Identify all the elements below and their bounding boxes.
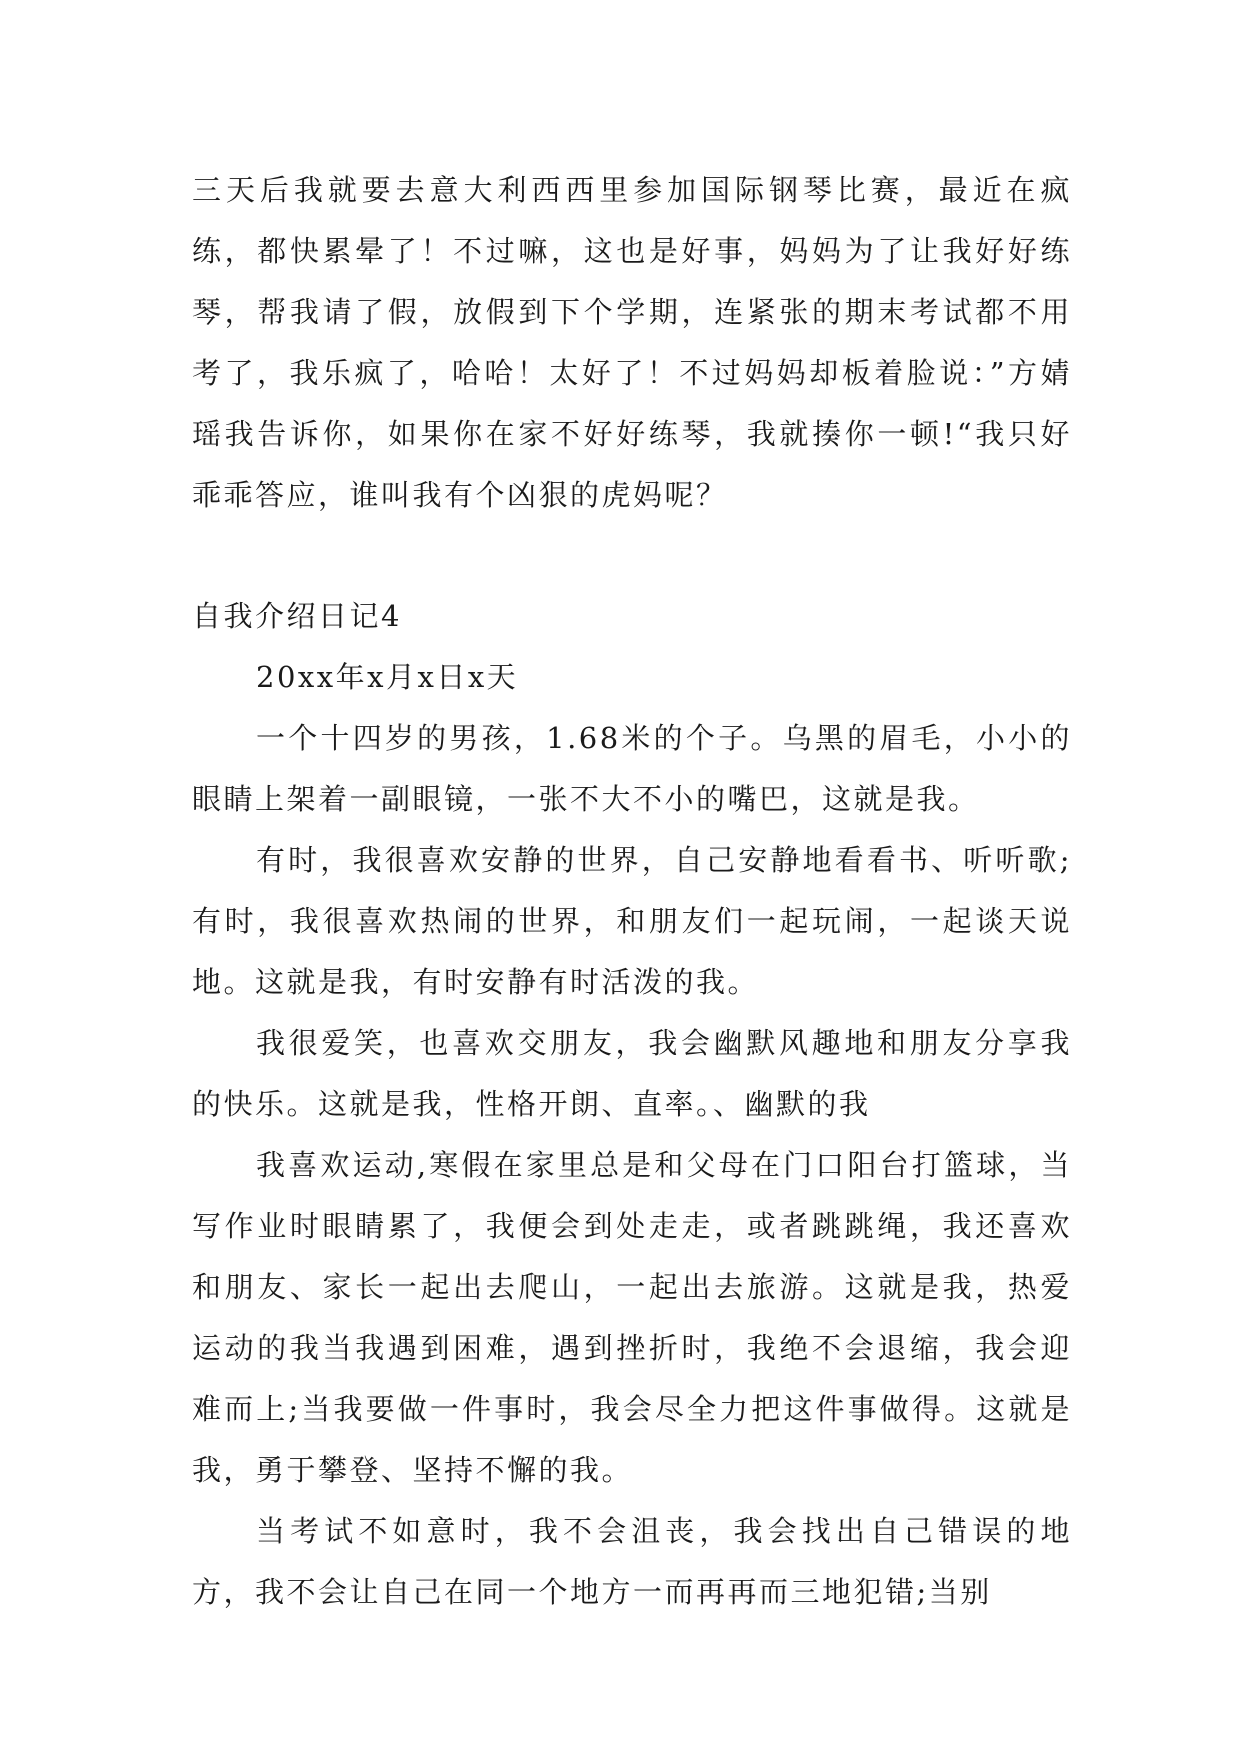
date-line: 20xx年x月x日x天 [256, 660, 519, 694]
body-paragraph: 我喜欢运动,寒假在家里总是和父母在门口阳台打篮球，当写作业时眼睛累了，我便会到处走走，或者跳跳绳，我还喜欢和朋友、家长一起出去爬山，一起出去旅游。这就是我，热爱运动的我当我遇到困难，遇到挫折时，我绝不会退缩，我会迎难而上;当我要做一件事时，我会尽全力把这件事做得。这就是我，勇于攀登、坚持不懈的我。 [192, 1148, 1072, 1487]
section-title: 自我介绍日记4 [192, 599, 402, 633]
body-paragraph: 有时，我很喜欢安静的世界，自己安静地看看书、听听歌;有时，我很喜欢热闹的世界，和朋友们一起玩闹，一起谈天说地。这就是我，有时安静有时活泼的我。 [192, 843, 1072, 999]
body-paragraph: 一个十四岁的男孩，1.68米的个子。乌黑的眉毛，小小的眼睛上架着一副眼镜，一张不大不小的嘴巴，这就是我。 [192, 721, 1072, 816]
document-body [192, 160, 1072, 1623]
body-paragraph: 我很爱笑，也喜欢交朋友，我会幽默风趣地和朋友分享我的快乐。这就是我，性格开朗、直率。、幽默的我 [192, 1026, 1072, 1121]
continued-paragraph: 三天后我就要去意大利西西里参加国际钢琴比赛，最近在疯练，都快累晕了！不过嘛，这也是好事，妈妈为了让我好好练琴，帮我请了假，放假到下个学期，连紧张的期末考试都不用考了，我乐疯了，哈哈！太好了！不过妈妈却板着脸说：”方婧瑶我告诉你，如果你在家不好好练琴，我就揍你一顿!“我只好乖乖答应，谁叫我有个凶狠的虎妈呢？ [192, 173, 1072, 512]
body-paragraph: 当考试不如意时，我不会沮丧，我会找出自己错误的地方，我不会让自己在同一个地方一而再再而三地犯错;当别 [192, 1514, 1072, 1609]
